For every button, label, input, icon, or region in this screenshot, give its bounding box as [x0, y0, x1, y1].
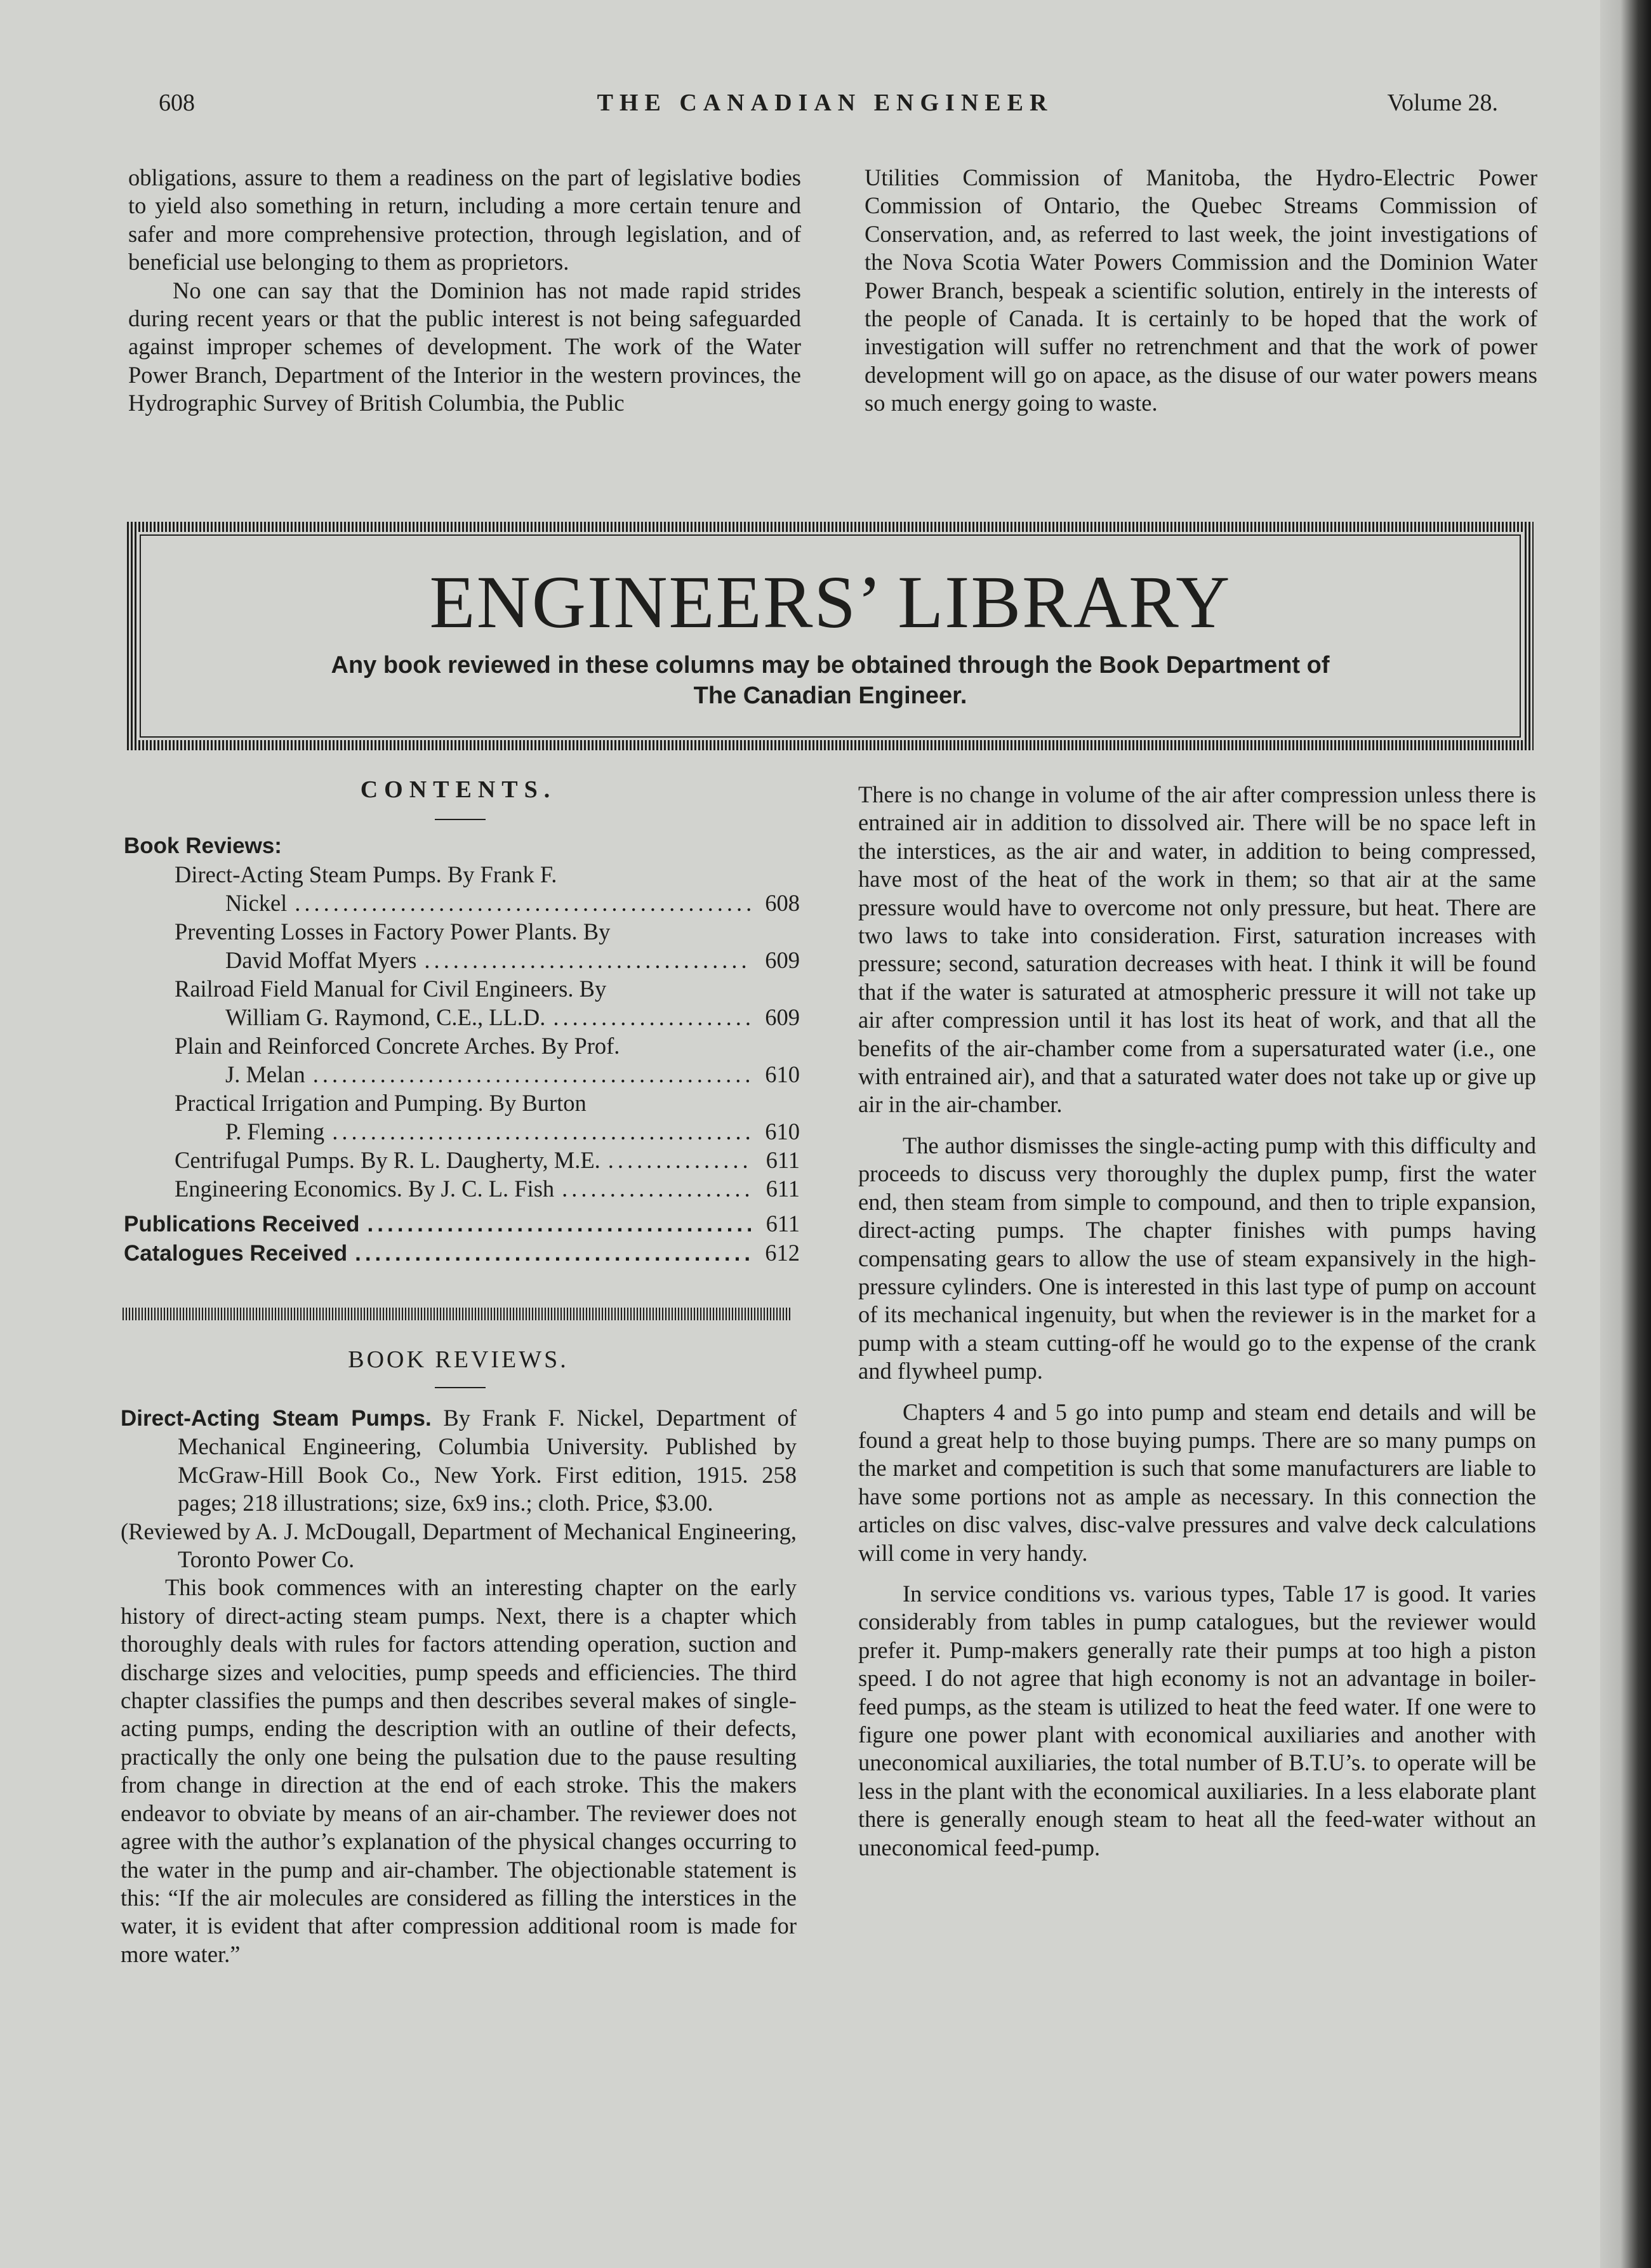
toc-item-title: Catalogues Received: [124, 1241, 348, 1266]
toc-item-title: Railroad Field Manual for Civil Engineers. By: [175, 976, 607, 1002]
volume-label: Volume 28.: [1387, 90, 1498, 116]
leader-dots: [313, 1060, 751, 1089]
leader-dots: [562, 1174, 751, 1203]
leader-dots: [355, 1239, 751, 1268]
leader-dots: [368, 1210, 751, 1238]
toc-item-title: Direct-Acting Steam Pumps. By Frank F.: [175, 861, 557, 887]
toc-item-title: Plain and Reinforced Concrete Arches. By Prof.: [175, 1033, 620, 1059]
toc-item[interactable]: [124, 917, 800, 974]
contents-heading: CONTENTS.: [360, 776, 557, 803]
toc-item[interactable]: [124, 1031, 800, 1089]
banner-subtitle: [141, 650, 1520, 711]
intro-right-column: [865, 164, 1537, 418]
divider: [435, 1387, 486, 1388]
intro-left-column: [128, 164, 801, 418]
toc-page-number: 610: [765, 1061, 800, 1087]
review-paragraph: This book commences with an interesting chapter on the early history of direct-acting steam pumps. Next, there is a chapter which thoroughly deals with rules for factors attending operation, suction and discharge sizes and velocities, pump speeds and efficiencies. The third chapter classifies the pumps and then describes several makes of single-acting pumps, ending the description with an outline of their defects, practically the only one being the pulsation due to the pause resulting from change in direction at the end of each stroke. This the makers endeavor to obviate by means of an air-chamber. The reviewer does not agree with the author’s explanation of the physical changes occurring to the water in the pump and air-chamber. The objectionable statement is this: “If the air molecules are considered as filling the interstices in the water, it is evident that after compression additional room is made for more water.”: [121, 1574, 797, 1967]
review-paragraph: The author dismisses the single-acting pump with this difficulty and proceeds to discuss very thoroughly the duplex pump, first the water end, then steam from simple to compound, and then to triple expansion, direct-acting pumps. The chapter finishes with pumps having compensating gears to allow the use of steam expansively in the high-pressure cylinders. One is interested in this last type of pump on account of its mechanical ingenuity, but when the reviewer is in the market for a pump with a steam cutting-off he would go to the expense of the crank and flywheel pump.: [858, 1132, 1536, 1384]
page-number: 608: [159, 90, 195, 116]
banner-subtitle-line: The Canadian Engineer.: [693, 682, 967, 709]
intro-paragraph: Utilities Commission of Manitoba, the Hydro-Electric Power Commission of Ontario, the Quebec Streams Commission of Conservation, and, as referred to last week, the joint investigations of the Nova Scotia Water Powers Commission and the Dominion Water Power Branch, bespeak a scientific solution, entirely in the interests of the people of Canada. It is certainly to be hoped that the work of investigation will suffer no retrenchment and that the work of power development will go on apace, as the disuse of our water powers means so much energy going to waste.: [865, 164, 1537, 416]
review-citation: [121, 1404, 797, 1518]
toc-item-title: Centrifugal Pumps. By R. L. Daugherty, M.E.: [175, 1147, 600, 1173]
toc-item-title: Preventing Losses in Factory Power Plants. By: [175, 918, 611, 945]
review-paragraph: Chapters 4 and 5 go into pump and steam end details and will be found a great help to those buying pumps. There are so many pumps on the market and competition is such that some manufacturers are liable to have some portions not as ample as necessary. In this connection the articles on disc valves, disc-valve pressures and valve deck calculations will come in very handy.: [858, 1398, 1536, 1566]
review-paragraph: In service conditions vs. various types, Table 17 is good. It varies considerably from tables in pump catalogues, but the reviewer would prefer it. Pump-makers generally rate their pumps at too high a piston speed. I do not agree that high economy is not an advantage in boiler-feed pumps, as the steam is utilized to heat the feed water. If one were to figure one power plant with economical auxiliaries and another with uneconomical auxiliaries, the total number of B.T.U’s. to operate will be less in the plant with the economical auxiliaries. In a less elaborate plant there is generally enough steam to heat all the feed-water without an uneconomical feed-pump.: [858, 1580, 1536, 1860]
toc-item[interactable]: [124, 1089, 800, 1146]
toc-section-label: Book Reviews:: [124, 833, 282, 858]
toc-page-number: 611: [766, 1147, 800, 1173]
toc-item-author: J. Melan: [225, 1061, 305, 1087]
page-binding-edge: [1600, 0, 1651, 2268]
toc-page-number: 609: [765, 1004, 800, 1030]
leader-dots: [424, 946, 751, 974]
engineers-library-banner: [127, 522, 1534, 750]
toc-page-number: 608: [765, 890, 800, 916]
divider: [435, 819, 486, 820]
toc-item-author: Nickel: [225, 890, 288, 916]
toc-item[interactable]: [124, 1146, 800, 1174]
review-book-title: Direct-Acting Steam Pumps.: [121, 1406, 432, 1431]
toc-page-number: 609: [765, 947, 800, 973]
toc-item[interactable]: [124, 860, 800, 917]
book-reviews-heading: BOOK REVIEWS.: [348, 1346, 569, 1373]
review-left-column: [121, 1404, 797, 1968]
toc-page-number: 612: [765, 1240, 800, 1266]
toc-item-author: David Moffat Myers: [225, 947, 417, 973]
toc-item-title: Publications Received: [124, 1212, 360, 1237]
leader-dots: [295, 889, 751, 917]
toc-item-publications[interactable]: [124, 1209, 800, 1238]
running-header: [152, 89, 1498, 127]
intro-paragraph: No one can say that the Dominion has not made rapid strides during recent years or that the public interest is not being safeguarded against improper schemes of development. The work of the Water Power Branch, Department of the Interior in the western provinces, the Hydrographic Survey of British Columbia, the Public: [128, 277, 801, 416]
leader-dots: [553, 1003, 751, 1031]
toc-item-author: P. Fleming: [225, 1118, 325, 1144]
toc-item-catalogues[interactable]: [124, 1238, 800, 1268]
toc-item-author: William G. Raymond, C.E., LL.D.: [225, 1004, 546, 1030]
toc-item[interactable]: [124, 1174, 800, 1203]
leader-dots: [332, 1117, 751, 1146]
toc-page-number: 611: [766, 1176, 800, 1202]
review-paragraph: There is no change in volume of the air after compression unless there is entrained air in addition to dissolved air. There will be no space left in the interstices, as the air and water, in addition to being compressed, have most of the heat of the work in them; so that air at the same pressure would have to overcome not only pressure, but heat. There are two laws to take into consideration. First, saturation increases with pressure; second, saturation decreases with heat. I think it will be found that if the water is saturated at atmospheric pressure it will not take up air after compression until it has lost its heat of work, and that all the benefits of the air-chamber come from a supersaturated water (i.e., one with entrained air), and that a saturated water does not take up or give up air in the air-chamber.: [858, 781, 1536, 1118]
journal-title: THE CANADIAN ENGINEER: [597, 90, 1054, 116]
banner-frame: [140, 534, 1521, 738]
intro-paragraph: obligations, assure to them a readiness on the part of legislative bodies to yield also something in return, including a more certain tenure and safer and more comprehensive protection, through legislation, and of beneficial use belonging to them as proprietors.: [128, 164, 801, 275]
ornamental-rule: [123, 1308, 792, 1320]
leader-dots: [608, 1146, 751, 1174]
review-book-details: By Frank F. Nickel, Department of Mechanical Engineering, Columbia University. Published by McGraw-Hill Book Co., New York. First edition, 1915. 258 pages; 218 illustrations; size, 6x9 ins.; cloth. Price, $3.00.: [178, 1405, 797, 1516]
banner-title: ENGINEERS’ LIBRARY: [429, 560, 1231, 644]
banner-subtitle-line: Any book reviewed in these columns may be obtained through the Book Department of: [331, 652, 1330, 679]
reviewer-credit: (Reviewed by A. J. McDougall, Department of Mechanical Engineering, Toronto Power Co.: [121, 1518, 797, 1573]
toc-page-number: 611: [766, 1210, 800, 1237]
review-right-column: [858, 781, 1536, 1862]
toc-item[interactable]: [124, 974, 800, 1031]
table-of-contents: [124, 832, 800, 1268]
toc-item-title: Practical Irrigation and Pumping. By Burton: [175, 1090, 587, 1116]
toc-page-number: 610: [765, 1118, 800, 1144]
toc-item-title: Engineering Economics. By J. C. L. Fish: [175, 1176, 555, 1202]
